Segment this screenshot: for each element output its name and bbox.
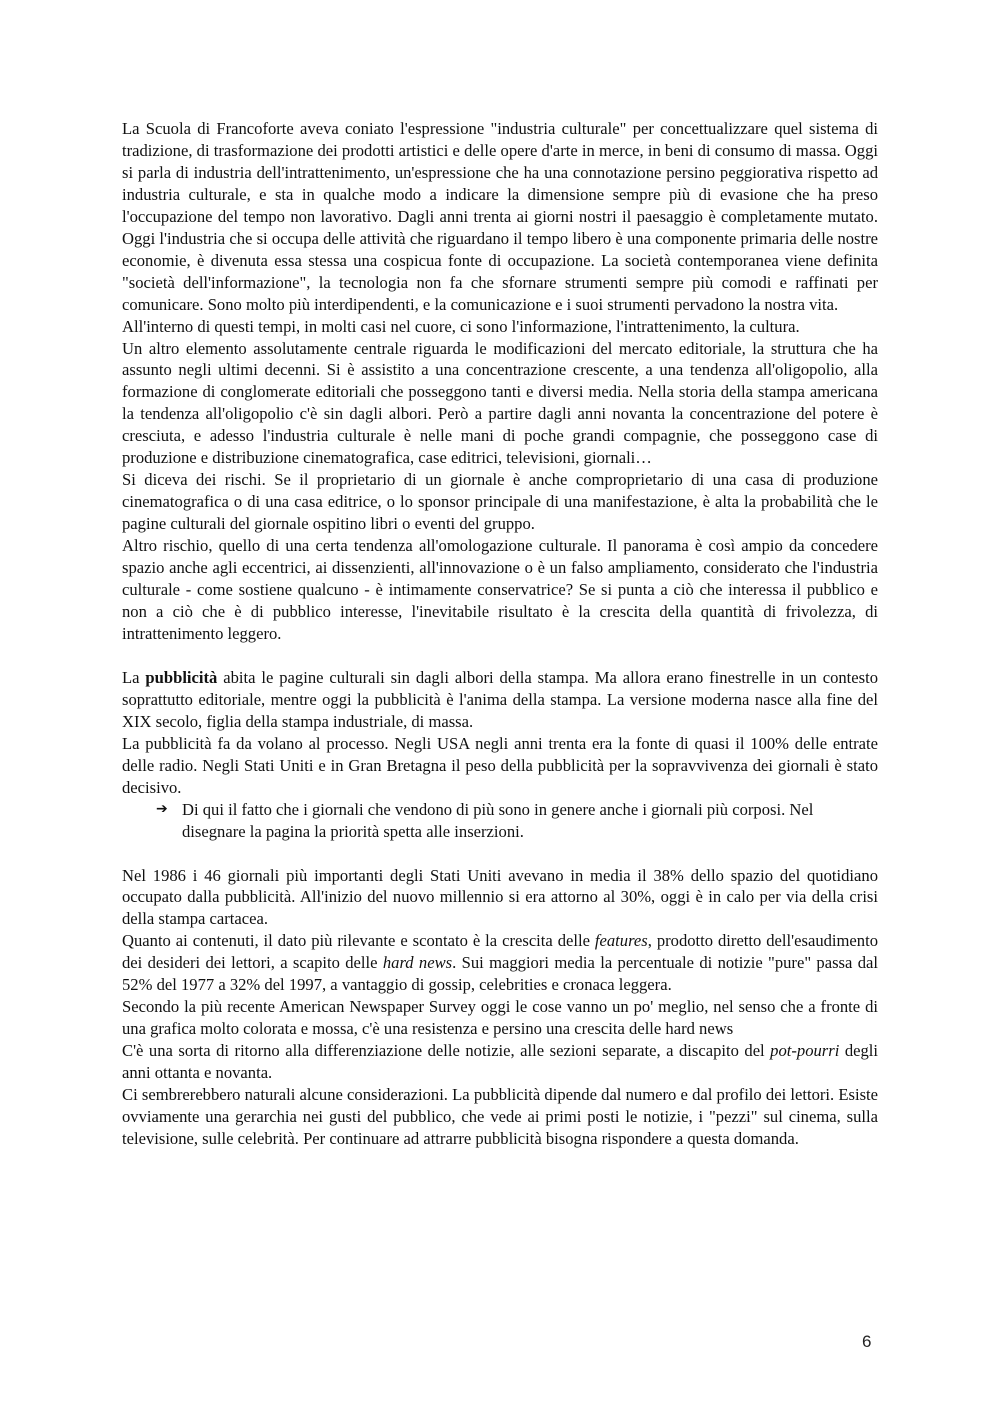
page-number: 6 (862, 1332, 872, 1351)
paragraph-omologazione: Altro rischio, quello di una certa tendenza all'omologazione culturale. Il panorama è così ampio da concedere spazio anche agli eccentrici, ai dissenzienti, all'innovazione o è un falso ampliamento, considerato che l'industria culturale - come sostiene qualcuno - è intimamente conservatrice? Se si punta a ciò che interessa il pubblico e non a ciò che è di pubblico interesse, l'inevitabile risultato è la crescita della quantità di frivolezza, di intrattenimento leggero. (122, 536, 878, 643)
paragraph-differenziazione (122, 1040, 878, 1084)
italic-term-features: features (594, 931, 648, 951)
text-run: Quanto ai contenuti, il dato più rilevante e scontato è la crescita delle (122, 931, 595, 951)
paragraph-volano: La pubblicità fa da volano al processo. Negli USA negli anni trenta era la fonte di quasi il 100% delle entrate delle radio. Negli Stati Uniti e in Gran Bretagna il peso della pubblicità per la sopravvivenza dei giornali è stato decisivo. (122, 733, 878, 797)
paragraph-interno-tempi: All'interno di questi tempi, in molti casi nel cuore, ci sono l'informazione, l'intrattenimento, la cultura. (122, 316, 800, 336)
text-run: C'è una sorta di ritorno alla differenziazione delle notizie, alle sezioni separate, a discapito del (122, 1041, 771, 1061)
document-body (122, 118, 878, 1150)
text-run: . Sui maggiori media la percentuale di notizie "pure" passa dal 52% del 1977 a 32% del 1997, a vantaggio di gossip, celebrities e cronaca leggera. (122, 953, 878, 995)
paragraph-spacer (122, 843, 878, 865)
text-run: degli anni ottanta e novanta. (122, 1041, 879, 1083)
paragraph-spacer (122, 645, 878, 667)
arrow-bullet-icon: ➔ (156, 800, 168, 817)
paragraph-industria-culturale: La Scuola di Francoforte aveva coniato l'espressione "industria culturale" per concettualizzare quel sistema di tradizione, di trasformazione dei prodotti artistici e delle opere d'arte in merce, in beni di consumo di massa. Oggi si parla di industria dell'intrattenimento, un'espressione che ha una connotazione persino peggiorativa rispetto ad industria culturale, e sta in qualche modo a indicare la dimensione sempre più di evasione che ha preso l'occupazione del tempo non lavorativo. Dagli anni trenta ai giorni nostri il paesaggio è completamente mutato. Oggi l'industria che si occupa delle attività che riguardano il tempo libero è una componente primaria delle nostre economie, è divenuta essa stessa una cospicua fonte di occupazione. La società contemporanea viene definita "società dell'informazione", la tecnologia non fa che sfornare strumenti sempre più comodi e raffinati per comunicare. Sono molto più interdipendenti, e la comunicazione e i suoi strumenti pervadono la nostra vita. (122, 119, 878, 314)
paragraph-rischi: Si diceva dei rischi. Se il proprietario di un giornale è anche comproprietario di una casa di produzione cinematografica o di una casa editrice, o lo sponsor principale di una manifestazione, è alta la probabilità che le pagine culturali del giornale ospitino libri o eventi del gruppo. (122, 470, 878, 534)
bold-term-pubblicita: pubblicità (145, 667, 218, 687)
paragraph-statistiche-1986: Nel 1986 i 46 giornali più importanti degli Stati Uniti avevano in media il 38% dello spazio del quotidiano occupato dalla pubblicità. All'inizio del nuovo millennio si era attorno al 30%, oggi è in calo per via della crisi della stampa cartacea. (122, 865, 878, 929)
italic-term-hard-news: hard news (382, 953, 453, 973)
text-run: La (122, 667, 146, 687)
bullet-text: Di qui il fatto che i giornali che vendono di più sono in genere anche i giornali più corposi. Nel disegnare la pagina la priorità spetta alle inserzioni. (182, 799, 814, 841)
paragraph-pubblicita-intro (122, 667, 878, 733)
paragraph-contenuti (122, 930, 878, 996)
paragraph-newspaper-survey: Secondo la più recente American Newspaper Survey oggi le cose vanno un po' meglio, nel senso che a fronte di una grafica molto colorata e mossa, c'è una resistenza e persino una crescita delle hard news (122, 997, 878, 1039)
paragraph-mercato-editoriale: Un altro elemento assolutamente centrale riguarda le modificazioni del mercato editoriale, la struttura che ha assunto negli ultimi decenni. Si è assistito a una concentrazione crescente, a una tendenza all'oligopolio, alla formazione di conglomerate editoriali che posseggono tanti e diversi media. Nella storia della stampa americana la tendenza all'oligopolio c'è sin dagli albori. Però a partire dagli anni novanta la concentrazione del potere è cresciuta, e adesso l'industria culturale è nelle mani di poche grandi compagnie, che posseggono case di produzione e distribuzione cinematografica, case editrici, televisioni, giornali… (122, 338, 878, 468)
text-run: , prodotto diretto dell'esaudimento dei desideri dei lettori, a scapito delle (122, 931, 879, 973)
bullet-item (122, 799, 878, 843)
text-run: abita le pagine culturali sin dagli albori della stampa. Ma allora erano finestrelle in un contesto soprattutto editoriale, mentre oggi la pubblicità è l'anima della stampa. La versione moderna nasce alla fine del XIX secolo, figlia della stampa industriale, di massa. (122, 667, 878, 731)
paragraph-considerazioni: Ci sembrerebbero naturali alcune considerazioni. La pubblicità dipende dal numero e dal profilo dei lettori. Esiste ovviamente una gerarchia nei gusti del pubblico, che vede ai primi posti le notizie, i "pezzi" sul cinema, sulla televisione, sulle celebrità. Per continuare ad attrarre pubblicità bisogna rispondere a questa domanda. (122, 1085, 878, 1148)
italic-term-pot-pourri: pot-pourri (770, 1041, 840, 1061)
